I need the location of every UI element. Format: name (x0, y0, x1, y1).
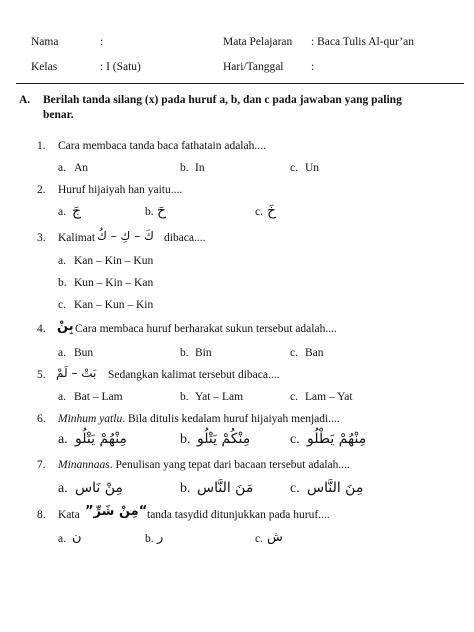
q8-option-c-label: c. (255, 533, 263, 545)
q8-option-c: ش (267, 530, 283, 545)
q6-option-a-label: a. (58, 432, 68, 447)
q5-option-a: Bat – Lam (74, 391, 123, 403)
q2-option-b-label: b. (145, 206, 154, 218)
q2-option-a-label: a. (58, 206, 66, 218)
kelas-label: Kelas (31, 61, 58, 73)
section-letter: A. (19, 94, 31, 106)
q6-option-c-label: c. (290, 432, 300, 447)
q6-option-b: مِنْكُمْ يَتْلُو (197, 431, 251, 447)
instruction-line2: benar. (43, 109, 74, 121)
q5-arabic: بَتْ – لَمْ (56, 366, 97, 380)
nama-label: Nama (31, 36, 59, 48)
q3-option-a-label: a. (58, 255, 66, 267)
q1-option-c: Un (305, 162, 320, 174)
q7-option-c: مِنَ النَّاس (307, 480, 364, 496)
q5-number: 5. (37, 369, 46, 381)
q8-arabic: “مِنْ شَرِّ” (85, 504, 148, 519)
q8-option-b: ر (157, 530, 164, 545)
q7-option-b: مَنَ النَّاس (197, 480, 254, 496)
q8-number: 8. (37, 509, 46, 521)
q5-option-a-label: a. (58, 391, 66, 403)
q3-suffix: dibaca.... (164, 232, 206, 244)
q3-option-c-label: c. (58, 299, 66, 311)
q2-number: 2. (37, 184, 46, 196)
q5-text: Sedangkan kalimat tersebut dibaca.... (108, 369, 280, 381)
kelas-value: : I (Satu) (100, 61, 141, 73)
q1-option-b-label: b. (180, 162, 189, 174)
q4-option-a-label: a. (58, 347, 66, 359)
q1-option-a: An (74, 162, 89, 174)
q1-option-b: In (195, 162, 205, 174)
q4-option-b-label: b. (180, 347, 189, 359)
q6-option-b-label: b. (180, 432, 191, 447)
q1-number: 1. (37, 140, 46, 152)
q2-option-b: حَ (157, 203, 167, 219)
q4-option-b: Bin (195, 347, 212, 359)
q3-number: 3. (37, 232, 46, 244)
q1-text: Cara membaca tanda baca fathatain adalah.... (58, 140, 266, 152)
hari-label: Hari/Tanggal (223, 61, 284, 73)
q7-text-italic: Minannaas (58, 459, 110, 471)
q8-option-a: ن (72, 530, 82, 545)
q7-text-rest: . Penulisan yang tepat dari bacaan tersebut adalah.... (109, 459, 350, 471)
q7-option-a-label: a. (58, 481, 68, 496)
q5-option-b-label: b. (180, 391, 189, 403)
q5-option-c: Lam – Yat (305, 391, 353, 403)
q3-prefix: Kalimat (58, 232, 96, 244)
q8-option-a-label: a. (58, 533, 66, 545)
q2-option-a: جَ (72, 203, 82, 219)
q5-option-b: Yat – Lam (195, 391, 244, 403)
q6-option-c: مِنْهُمْ يَطْلُو (307, 431, 367, 447)
hari-colon: : (311, 61, 315, 73)
q3-option-b: Kun – Kin – Kan (74, 277, 154, 289)
q4-option-a: Bun (74, 347, 94, 359)
q6-text-italic: Minhum yatlu (58, 413, 123, 425)
q6-number: 6. (37, 413, 46, 425)
q5-option-c-label: c. (290, 391, 298, 403)
q2-option-c-label: c. (255, 206, 263, 218)
q6-text (58, 413, 340, 425)
q2-option-c: خَ (267, 203, 277, 219)
q7-text (58, 459, 350, 471)
q2-text: Huruf hijaiyah han yaitu.... (58, 184, 183, 196)
q1-option-a-label: a. (58, 162, 66, 174)
q3-option-b-label: b. (58, 277, 67, 289)
q7-number: 7. (37, 459, 46, 471)
nama-colon: : (100, 36, 104, 48)
q4-option-c: Ban (305, 347, 324, 359)
q8-option-b-label: b. (145, 533, 154, 545)
q3-arabic: كَ – كِ – كُ (97, 229, 154, 243)
q7-option-a: مِنْ نَاس (75, 480, 123, 496)
header-divider (16, 83, 464, 84)
q3-option-a: Kan – Kin – Kun (74, 255, 154, 267)
q6-option-a: مِنْهُمْ يَتْلُو (75, 431, 127, 447)
mapel-value: : Baca Tulis Al-qur’an (311, 36, 414, 48)
q3-option-c: Kan – Kun – Kin (74, 299, 154, 311)
q4-text: Cara membaca huruf berharakat sukun tersebut adalah.... (75, 323, 337, 335)
q4-option-c-label: c. (290, 347, 298, 359)
q6-text-rest: . Bila ditulis kedalam huruf hijaiyah menjadi.... (122, 413, 340, 425)
q8-text: tanda tasydid ditunjukkan pada huruf.... (147, 509, 330, 521)
q7-option-c-label: c. (290, 481, 300, 496)
mapel-label: Mata Pelajaran (223, 36, 293, 48)
q4-number: 4. (37, 323, 46, 335)
instruction-line1: Berilah tanda silang (x) pada huruf a, b, dan c pada jawaban yang paling (43, 94, 402, 106)
q1-option-c-label: c. (290, 162, 298, 174)
q4-arabic: بِنْ (57, 319, 74, 334)
q8-prefix: Kata (58, 509, 80, 521)
q7-option-b-label: b. (180, 481, 191, 496)
